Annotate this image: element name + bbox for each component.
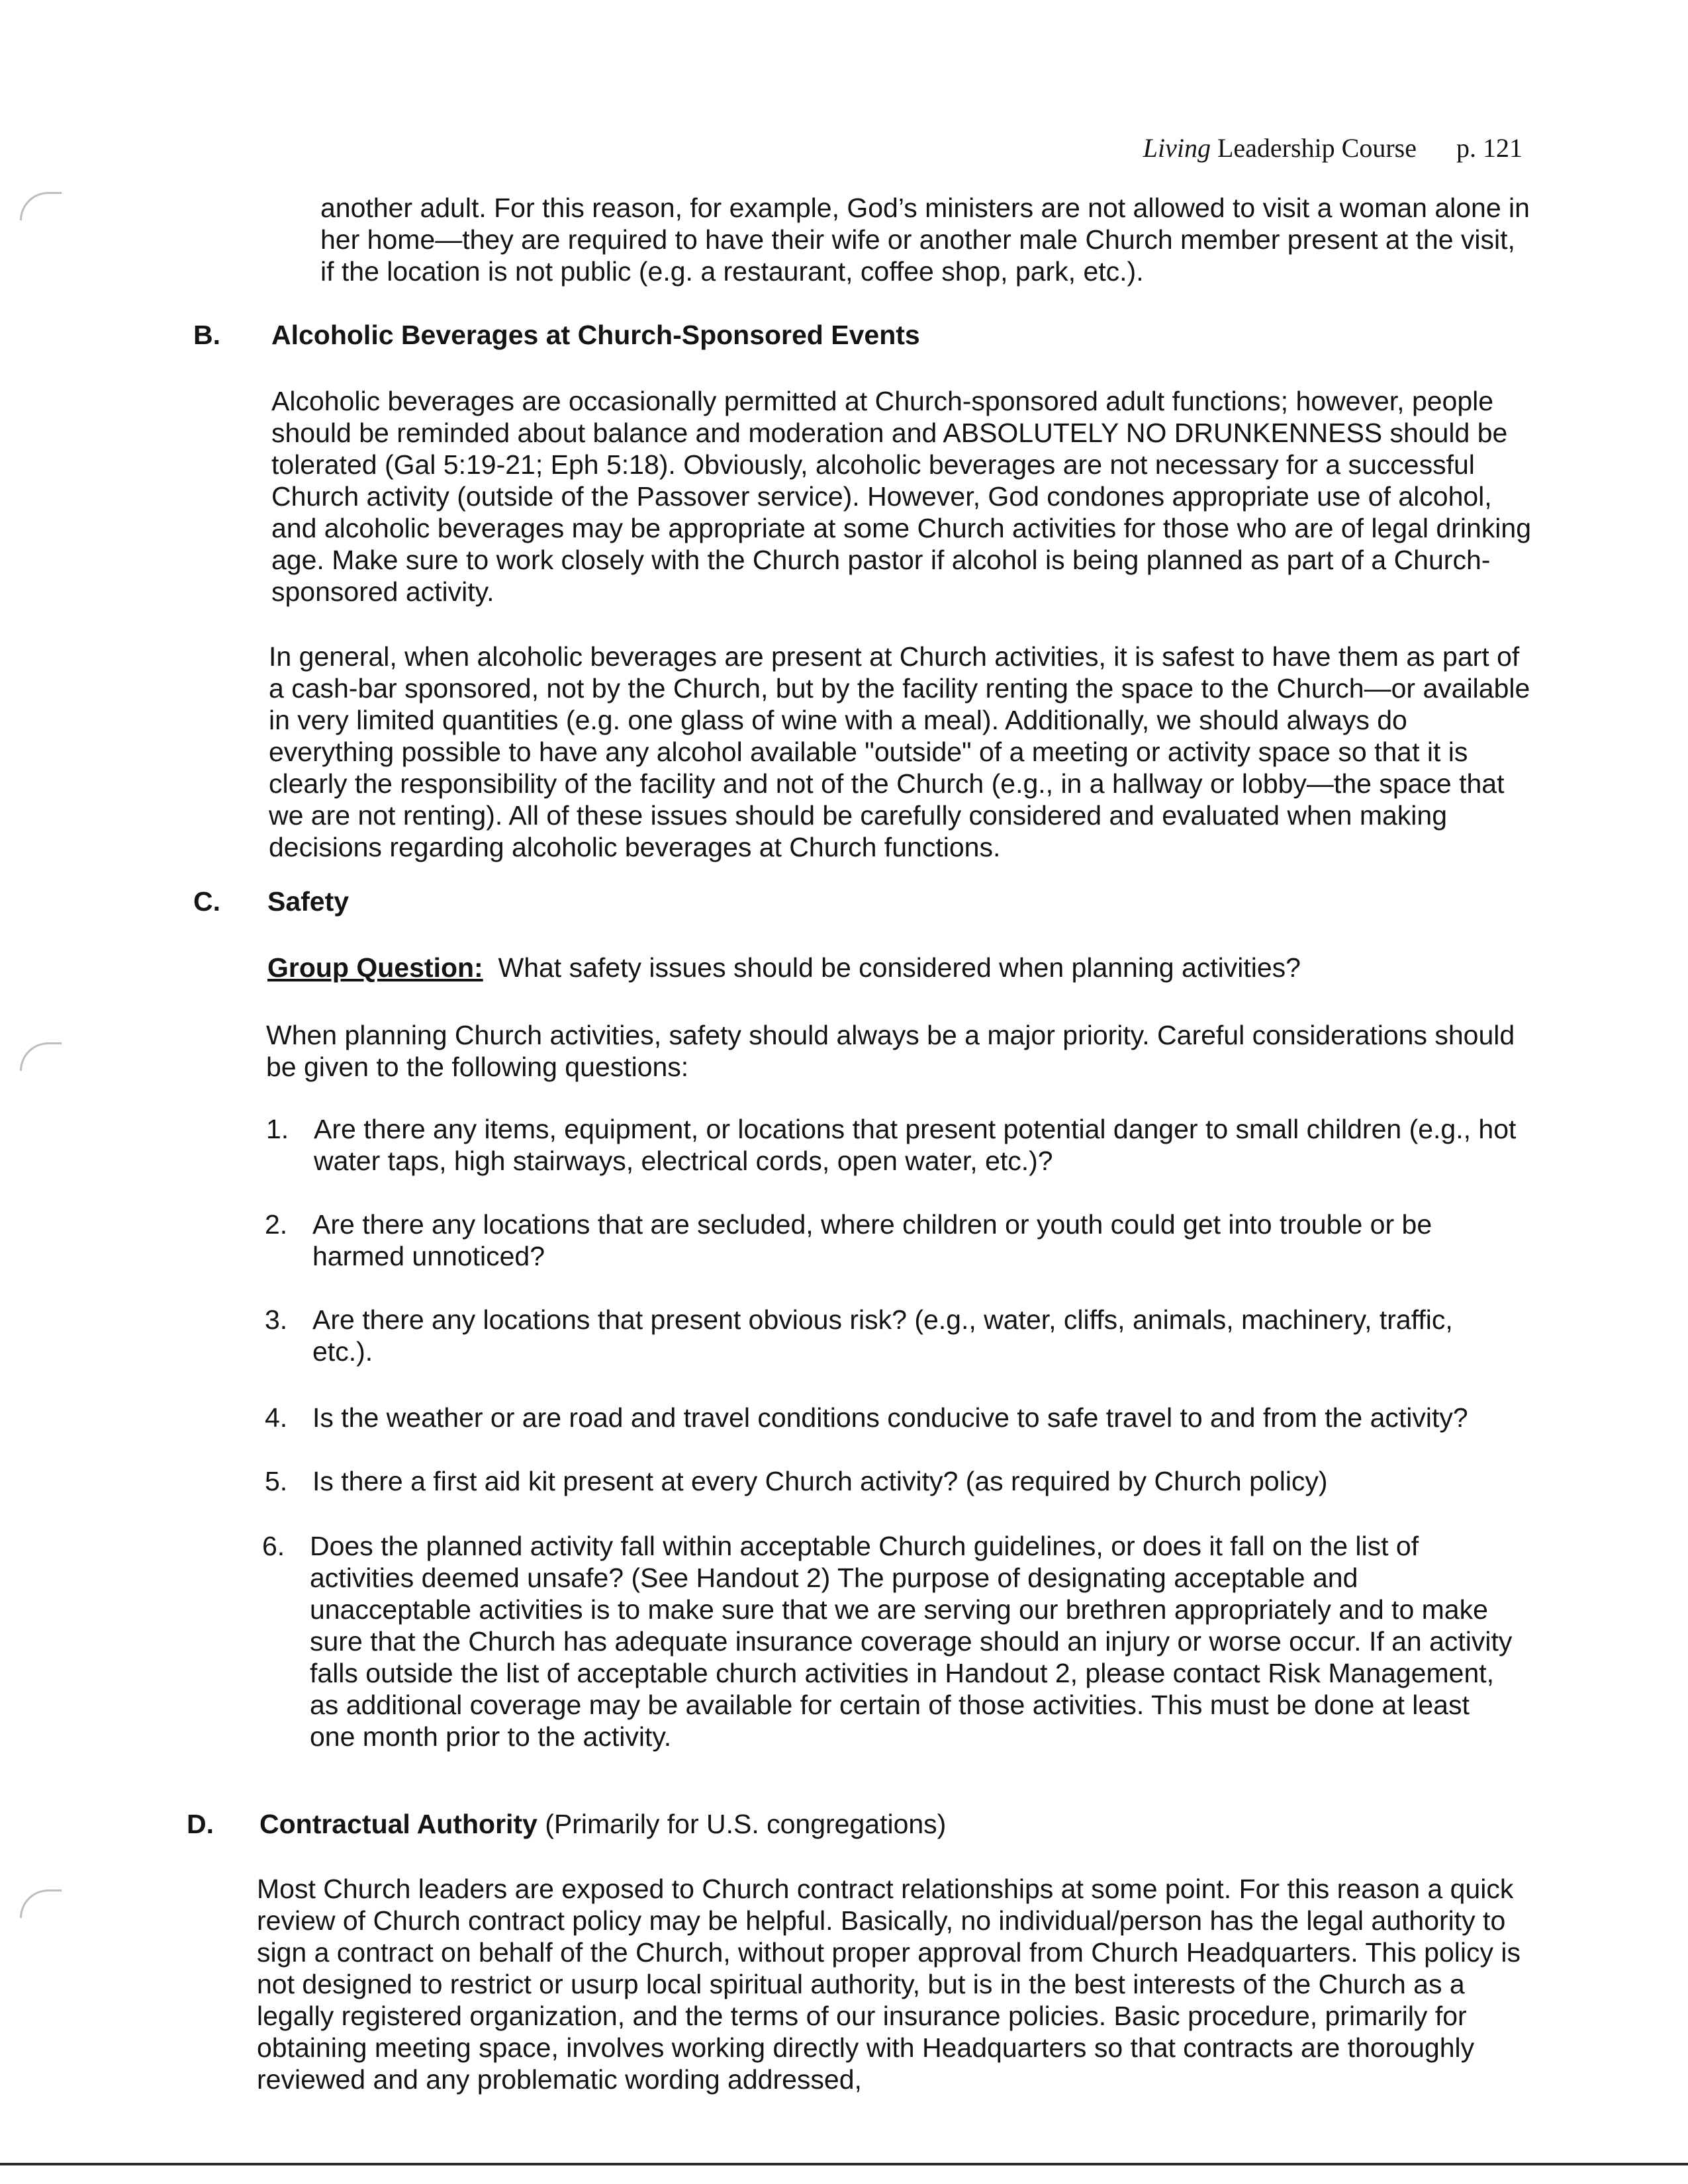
binder-hole-mark bbox=[20, 1889, 62, 1918]
running-header bbox=[1143, 132, 1523, 163]
course-name-italic: Living bbox=[1143, 133, 1211, 163]
section-d-letter: D. bbox=[187, 1809, 214, 1839]
list-number: 6. bbox=[262, 1531, 285, 1561]
list-number: 3. bbox=[265, 1304, 288, 1335]
bottom-rule bbox=[0, 2163, 1688, 2165]
section-b-paragraph-1: Alcoholic beverages are occasionally permitted at Church-sponsored adult functions; however, people should be reminded about balance and moderation and ABSOLUTELY NO DRUNKENNESS should be tolerated (Gal 5:19-21; Eph 5:18). Obviously, alcoholic beverages are not necessary for a successful Church activity (outside of the Passover service). However, God condones appropriate use of alcohol, and alcoholic beverages may be appropriate at some Church activities for those who are of legal drinking age. Make sure to work closely with the Church pastor if alcohol is being planned as part of a Church-sponsored activity. bbox=[271, 386, 1531, 607]
list-text: Are there any items, equipment, or locations that present potential danger to small children (e.g., hot water taps, high stairways, electrical cords, open water, etc.)? bbox=[314, 1114, 1517, 1176]
section-d-title: Contractual Authority bbox=[259, 1809, 538, 1839]
section-d-title-line bbox=[259, 1808, 946, 1840]
list-text: Are there any locations that are secluded, where children or youth could get into trouble or be harmed unnoticed? bbox=[312, 1209, 1432, 1271]
list-text: Is there a first aid kit present at every Church activity? (as required by Church policy) bbox=[312, 1466, 1328, 1496]
section-c-title: Safety bbox=[267, 886, 350, 917]
binder-hole-mark bbox=[20, 1042, 62, 1071]
section-c-letter: C. bbox=[193, 886, 220, 917]
group-question-text: What safety issues should be considered when planning activities? bbox=[498, 952, 1301, 983]
page-number: p. 121 bbox=[1456, 133, 1523, 163]
section-b-letter: B. bbox=[193, 320, 220, 350]
section-d-paragraph: Most Church leaders are exposed to Church contract relationships at some point. For this reason a quick review of Church contract policy may be helpful. Basically, no individual/person has the legal authority to sign a contract on behalf of the Church, without proper approval from Church Headquarters. This policy is not designed to restrict or usurp local spiritual authority, but is in the best interests of the Church as a legally registered organization, and the terms of our insurance policies. Basic procedure, primarily for obtaining meeting space, involves working directly with Headquarters so that contracts are thoroughly reviewed and any problematic wording addressed, bbox=[257, 1874, 1521, 2095]
section-b-paragraph-2: In general, when alcoholic beverages are present at Church activities, it is safest to have them as part of a cash-bar sponsored, not by the Church, but by the facility renting the space to the Church—or available in very limited quantities (e.g. one glass of wine with a meal). Additionally, we should always do everything possible to have any alcohol available "outside" of a meeting or activity space so that it is clearly the responsibility of the facility and not of the Church (e.g., in a hallway or lobby—the space that we are not renting). All of these issues should be carefully considered and evaluated when making decisions regarding alcoholic beverages at Church functions. bbox=[269, 641, 1530, 862]
section-b-title: Alcoholic Beverages at Church-Sponsored Events bbox=[271, 320, 920, 350]
course-name: Leadership Course bbox=[1210, 133, 1417, 163]
intro-paragraph: another adult. For this reason, for example, God’s ministers are not allowed to visit a woman alone in her home—they are required to have their wife or another male Church member present at the visit, if the location is not public (e.g. a restaurant, coffee shop, park, etc.). bbox=[320, 193, 1530, 287]
list-text: Does the planned activity fall within acceptable Church guidelines, or does it fall on the list of activities deemed unsafe? (See Handout 2) The purpose of designating acceptable and unacceptable activities is to make sure that we are serving our brethren appropriately and to make sure that the Church has adequate insurance coverage should an injury or worse occur. If an activity falls outside the list of acceptable church activities in Handout 2, please contact Risk Management, as additional coverage may be available for certain of those activities. This must be done at least one month prior to the activity. bbox=[310, 1531, 1513, 1752]
list-text: Is the weather or are road and travel conditions conducive to safe travel to and from the activity? bbox=[312, 1402, 1468, 1433]
list-number: 1. bbox=[266, 1114, 289, 1144]
list-number: 5. bbox=[265, 1466, 288, 1496]
binder-hole-mark bbox=[20, 192, 62, 220]
list-text: Are there any locations that present obvious risk? (e.g., water, cliffs, animals, machinery, traffic, etc.). bbox=[312, 1304, 1453, 1367]
group-question bbox=[267, 952, 1538, 983]
group-question-label: Group Question: bbox=[267, 952, 483, 983]
list-number: 2. bbox=[265, 1209, 288, 1240]
list-number: 4. bbox=[265, 1402, 288, 1433]
section-d-subtitle: (Primarily for U.S. congregations) bbox=[537, 1809, 947, 1839]
safety-intro: When planning Church activities, safety should always be a major priority. Careful considerations should be given to the following questions: bbox=[266, 1020, 1515, 1082]
